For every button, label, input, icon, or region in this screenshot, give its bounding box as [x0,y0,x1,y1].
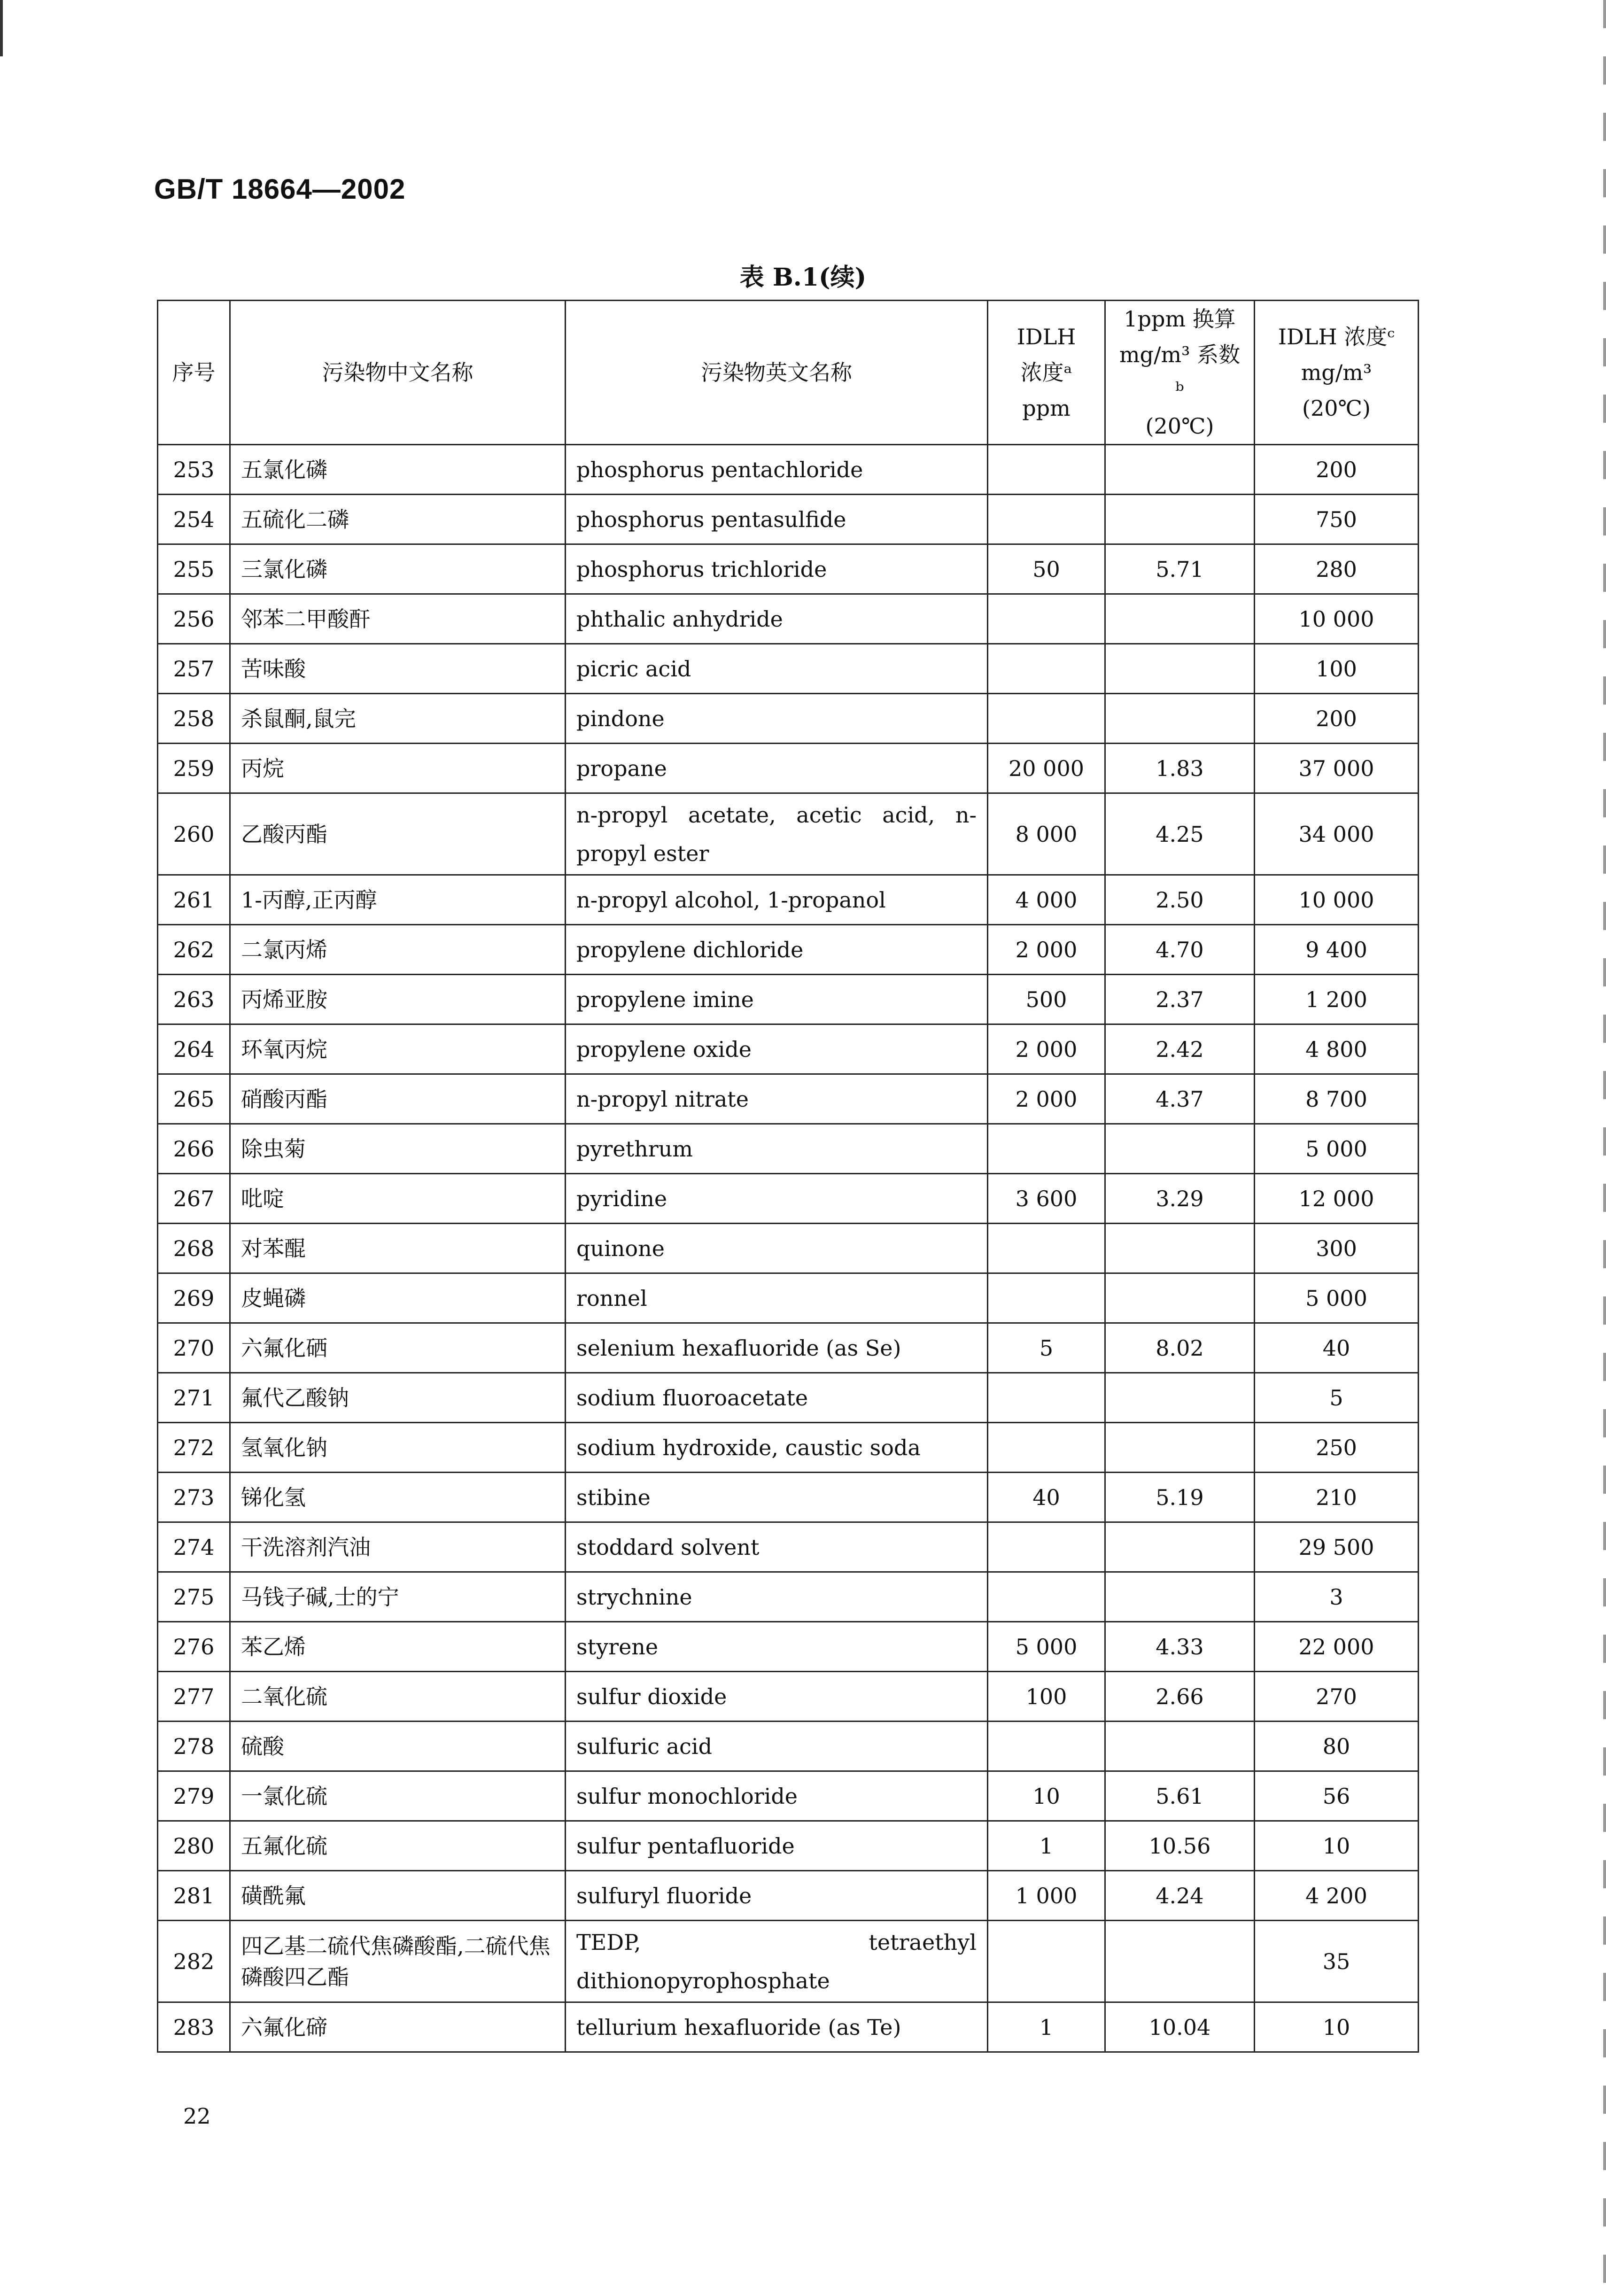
chinese-name-cell: 吡啶 [230,1174,566,1224]
row-number-cell: 262 [158,925,230,975]
idlh-mg-cell: 210 [1255,1473,1419,1522]
english-name-cell: strychnine [566,1572,988,1622]
english-name-cell: TEDP, tetraethyl dithionopyrophosphate [566,1921,988,2002]
chinese-name-cell: 五硫化二磷 [230,495,566,544]
chinese-name-cell: 1-丙醇,正丙醇 [230,875,566,925]
idlh-mg-cell: 100 [1255,644,1419,694]
english-name-cell: quinone [566,1224,988,1273]
table-row [158,975,1419,1024]
table-body [158,445,1419,2052]
table-row [158,1373,1419,1423]
table-row [158,744,1419,793]
conversion-factor-cell: 10.56 [1105,1821,1255,1871]
english-name-cell: sulfur pentafluoride [566,1821,988,1871]
english-name-cell: pyrethrum [566,1124,988,1174]
chinese-name-cell: 五氟化硫 [230,1821,566,1871]
idlh-mg-cell: 270 [1255,1672,1419,1722]
english-name-cell: propylene imine [566,975,988,1024]
row-number-cell: 269 [158,1273,230,1323]
idlh-ppm-cell [988,495,1105,544]
col-header-name-en: 污染物英文名称 [566,301,988,445]
english-name-cell: stibine [566,1473,988,1522]
chinese-name-cell: 四乙基二硫代焦磷酸酯,二硫代焦磷酸四乙酯 [230,1921,566,2002]
chinese-name-cell: 硫酸 [230,1722,566,1771]
chinese-name-cell: 干洗溶剂汽油 [230,1522,566,1572]
idlh-ppm-cell [988,1522,1105,1572]
idlh-mg-cell: 37 000 [1255,744,1419,793]
header-line: mg/m³ 系数ᵇ [1119,342,1241,403]
english-name-cell: propylene oxide [566,1024,988,1074]
page-number: 22 [183,2103,211,2129]
english-name-cell: n-propyl nitrate [566,1074,988,1124]
table-row [158,1821,1419,1871]
header-line: IDLH 浓度ᶜ [1278,324,1395,349]
table-row [158,1074,1419,1124]
row-number-cell: 255 [158,544,230,594]
chinese-name-cell: 邻苯二甲酸酐 [230,594,566,644]
english-name-cell: styrene [566,1622,988,1672]
chinese-name-cell: 对苯醌 [230,1224,566,1273]
conversion-factor-cell [1105,1373,1255,1423]
col-header-idlh-ppm [988,301,1105,445]
row-number-cell: 267 [158,1174,230,1224]
conversion-factor-cell [1105,1273,1255,1323]
idlh-ppm-cell: 3 600 [988,1174,1105,1224]
chinese-name-cell: 五氯化磷 [230,445,566,495]
idlh-mg-cell: 10 [1255,1821,1419,1871]
table-row [158,1722,1419,1771]
idlh-ppm-cell: 10 [988,1771,1105,1821]
idlh-ppm-cell: 20 000 [988,744,1105,793]
row-number-cell: 260 [158,793,230,875]
scan-edge-mark [0,0,3,56]
chinese-name-cell: 六氟化碲 [230,2002,566,2052]
idlh-mg-cell: 9 400 [1255,925,1419,975]
conversion-factor-cell: 2.42 [1105,1024,1255,1074]
header-line: 浓度ᵃ [1020,360,1072,385]
english-name-cell: sulfur monochloride [566,1771,988,1821]
table-title: 表 B.1(续) [739,263,867,292]
chinese-name-cell: 马钱子碱,士的宁 [230,1572,566,1622]
row-number-cell: 275 [158,1572,230,1622]
table-row [158,2002,1419,2052]
idlh-mg-cell: 200 [1255,694,1419,744]
col-header-conversion-factor [1105,301,1255,445]
conversion-factor-cell: 4.70 [1105,925,1255,975]
chinese-name-cell: 磺酰氟 [230,1871,566,1921]
conversion-factor-cell: 4.24 [1105,1871,1255,1921]
idlh-mg-cell: 22 000 [1255,1622,1419,1672]
idlh-mg-cell: 12 000 [1255,1174,1419,1224]
row-number-cell: 278 [158,1722,230,1771]
table-row [158,1423,1419,1473]
idlh-ppm-cell: 100 [988,1672,1105,1722]
idlh-ppm-cell: 2 000 [988,1024,1105,1074]
table-row [158,793,1419,875]
table-row [158,1771,1419,1821]
conversion-factor-cell: 5.19 [1105,1473,1255,1522]
idlh-mg-cell: 250 [1255,1423,1419,1473]
row-number-cell: 272 [158,1423,230,1473]
table-row [158,1871,1419,1921]
idlh-mg-cell: 34 000 [1255,793,1419,875]
conversion-factor-cell: 1.83 [1105,744,1255,793]
chinese-name-cell: 乙酸丙酯 [230,793,566,875]
conversion-factor-cell: 8.02 [1105,1323,1255,1373]
chinese-name-cell: 二氯丙烯 [230,925,566,975]
row-number-cell: 261 [158,875,230,925]
idlh-mg-cell: 1 200 [1255,975,1419,1024]
idlh-ppm-cell: 500 [988,975,1105,1024]
idlh-mg-cell: 750 [1255,495,1419,544]
idlh-ppm-cell: 40 [988,1473,1105,1522]
idlh-mg-cell: 5 000 [1255,1124,1419,1174]
english-name-cell: stoddard solvent [566,1522,988,1572]
chinese-name-cell: 锑化氢 [230,1473,566,1522]
english-name-cell: pyridine [566,1174,988,1224]
idlh-table [157,300,1419,2053]
header-line: (20℃) [1302,396,1371,421]
english-name-cell: sulfur dioxide [566,1672,988,1722]
table-header-row [158,301,1419,445]
idlh-mg-cell: 4 200 [1255,1871,1419,1921]
idlh-ppm-cell: 1 [988,1821,1105,1871]
idlh-ppm-cell: 1 000 [988,1871,1105,1921]
chinese-name-cell: 苯乙烯 [230,1622,566,1672]
english-name-cell: propylene dichloride [566,925,988,975]
chinese-name-cell: 丙烯亚胺 [230,975,566,1024]
conversion-factor-cell [1105,1124,1255,1174]
row-number-cell: 253 [158,445,230,495]
conversion-factor-cell [1105,1522,1255,1572]
chinese-name-cell: 杀鼠酮,鼠完 [230,694,566,744]
table-row [158,1522,1419,1572]
row-number-cell: 264 [158,1024,230,1074]
scan-edge-dashes [1603,0,1606,2296]
idlh-ppm-cell: 50 [988,544,1105,594]
idlh-ppm-cell [988,644,1105,694]
idlh-ppm-cell [988,694,1105,744]
english-name-cell: phosphorus pentasulfide [566,495,988,544]
row-number-cell: 268 [158,1224,230,1273]
row-number-cell: 274 [158,1522,230,1572]
chinese-name-cell: 丙烷 [230,744,566,793]
idlh-mg-cell: 5 [1255,1373,1419,1423]
table-row [158,875,1419,925]
idlh-ppm-cell: 1 [988,2002,1105,2052]
table-row [158,1323,1419,1373]
standard-code: GB/T 18664—2002 [154,173,406,205]
english-name-cell: sodium hydroxide, caustic soda [566,1423,988,1473]
row-number-cell: 271 [158,1373,230,1423]
idlh-ppm-cell [988,1273,1105,1323]
conversion-factor-cell [1105,1722,1255,1771]
english-name-cell: pindone [566,694,988,744]
chinese-name-cell: 二氧化硫 [230,1672,566,1722]
row-number-cell: 266 [158,1124,230,1174]
table-row [158,495,1419,544]
table-row [158,1572,1419,1622]
table-row [158,1024,1419,1074]
table-row [158,1124,1419,1174]
table-row [158,1174,1419,1224]
idlh-ppm-cell: 8 000 [988,793,1105,875]
table-row [158,925,1419,975]
idlh-ppm-cell: 2 000 [988,1074,1105,1124]
idlh-ppm-cell [988,1921,1105,2002]
conversion-factor-cell [1105,594,1255,644]
english-name-cell: propane [566,744,988,793]
idlh-mg-cell: 3 [1255,1572,1419,1622]
chinese-name-cell: 苦味酸 [230,644,566,694]
idlh-mg-cell: 5 000 [1255,1273,1419,1323]
conversion-factor-cell: 5.61 [1105,1771,1255,1821]
row-number-cell: 265 [158,1074,230,1124]
english-name-cell: sodium fluoroacetate [566,1373,988,1423]
conversion-factor-cell [1105,1224,1255,1273]
conversion-factor-cell [1105,1572,1255,1622]
english-name-cell: n-propyl alcohol, 1-propanol [566,875,988,925]
table-row [158,1921,1419,2002]
row-number-cell: 259 [158,744,230,793]
table-row [158,445,1419,495]
chinese-name-cell: 氟代乙酸钠 [230,1373,566,1423]
idlh-mg-cell: 300 [1255,1224,1419,1273]
conversion-factor-cell [1105,445,1255,495]
idlh-mg-cell: 40 [1255,1323,1419,1373]
header-line: (20℃) [1145,413,1214,439]
header-line: IDLH [1016,324,1076,349]
idlh-mg-cell: 4 800 [1255,1024,1419,1074]
idlh-ppm-cell [988,1423,1105,1473]
table-row [158,594,1419,644]
conversion-factor-cell: 2.50 [1105,875,1255,925]
header-line: mg/m³ [1301,360,1372,385]
chinese-name-cell: 皮蝇磷 [230,1273,566,1323]
conversion-factor-cell: 4.25 [1105,793,1255,875]
col-header-no: 序号 [158,301,230,445]
row-number-cell: 281 [158,1871,230,1921]
table-row [158,544,1419,594]
english-name-cell: tellurium hexafluoride (as Te) [566,2002,988,2052]
chinese-name-cell: 六氟化硒 [230,1323,566,1373]
table-row [158,1672,1419,1722]
conversion-factor-cell [1105,1921,1255,2002]
chinese-name-cell: 氢氧化钠 [230,1423,566,1473]
english-name-cell: ronnel [566,1273,988,1323]
table-row [158,694,1419,744]
row-number-cell: 282 [158,1921,230,2002]
english-name-cell: sulfuric acid [566,1722,988,1771]
conversion-factor-cell [1105,495,1255,544]
header-line: 1ppm 换算 [1124,306,1236,332]
english-name-cell: phosphorus trichloride [566,544,988,594]
english-name-cell: phthalic anhydride [566,594,988,644]
row-number-cell: 279 [158,1771,230,1821]
idlh-mg-cell: 8 700 [1255,1074,1419,1124]
conversion-factor-cell: 2.66 [1105,1672,1255,1722]
idlh-mg-cell: 10 000 [1255,594,1419,644]
english-name-cell: sulfuryl fluoride [566,1871,988,1921]
idlh-mg-cell: 35 [1255,1921,1419,2002]
english-name-cell: selenium hexafluoride (as Se) [566,1323,988,1373]
idlh-ppm-cell: 4 000 [988,875,1105,925]
col-header-idlh-mg [1255,301,1419,445]
idlh-ppm-cell: 2 000 [988,925,1105,975]
col-header-name-zh: 污染物中文名称 [230,301,566,445]
idlh-mg-cell: 280 [1255,544,1419,594]
row-number-cell: 256 [158,594,230,644]
conversion-factor-cell: 3.29 [1105,1174,1255,1224]
table-row [158,1224,1419,1273]
idlh-ppm-cell [988,445,1105,495]
conversion-factor-cell [1105,644,1255,694]
row-number-cell: 263 [158,975,230,1024]
idlh-mg-cell: 10 000 [1255,875,1419,925]
idlh-mg-cell: 29 500 [1255,1522,1419,1572]
idlh-ppm-cell [988,1224,1105,1273]
idlh-ppm-cell [988,1572,1105,1622]
conversion-factor-cell: 4.33 [1105,1622,1255,1672]
conversion-factor-cell: 2.37 [1105,975,1255,1024]
idlh-ppm-cell [988,594,1105,644]
english-name-cell: phosphorus pentachloride [566,445,988,495]
row-number-cell: 280 [158,1821,230,1871]
row-number-cell: 258 [158,694,230,744]
idlh-mg-cell: 10 [1255,2002,1419,2052]
row-number-cell: 276 [158,1622,230,1672]
idlh-ppm-cell: 5 [988,1323,1105,1373]
chinese-name-cell: 硝酸丙酯 [230,1074,566,1124]
table-row [158,1273,1419,1323]
idlh-ppm-cell [988,1722,1105,1771]
conversion-factor-cell [1105,1423,1255,1473]
row-number-cell: 277 [158,1672,230,1722]
chinese-name-cell: 一氯化硫 [230,1771,566,1821]
header-line: ppm [1022,396,1071,421]
row-number-cell: 257 [158,644,230,694]
conversion-factor-cell: 5.71 [1105,544,1255,594]
idlh-mg-cell: 56 [1255,1771,1419,1821]
chinese-name-cell: 环氧丙烷 [230,1024,566,1074]
idlh-mg-cell: 80 [1255,1722,1419,1771]
chinese-name-cell: 三氯化磷 [230,544,566,594]
table-row [158,1622,1419,1672]
conversion-factor-cell [1105,694,1255,744]
english-name-cell: n-propyl acetate, acetic acid, n-propyl ester [566,793,988,875]
table-row [158,1473,1419,1522]
row-number-cell: 273 [158,1473,230,1522]
conversion-factor-cell: 10.04 [1105,2002,1255,2052]
chinese-name-cell: 除虫菊 [230,1124,566,1174]
idlh-ppm-cell [988,1373,1105,1423]
row-number-cell: 283 [158,2002,230,2052]
row-number-cell: 254 [158,495,230,544]
idlh-mg-cell: 200 [1255,445,1419,495]
row-number-cell: 270 [158,1323,230,1373]
table-row [158,644,1419,694]
idlh-ppm-cell [988,1124,1105,1174]
conversion-factor-cell: 4.37 [1105,1074,1255,1124]
english-name-cell: picric acid [566,644,988,694]
idlh-ppm-cell: 5 000 [988,1622,1105,1672]
